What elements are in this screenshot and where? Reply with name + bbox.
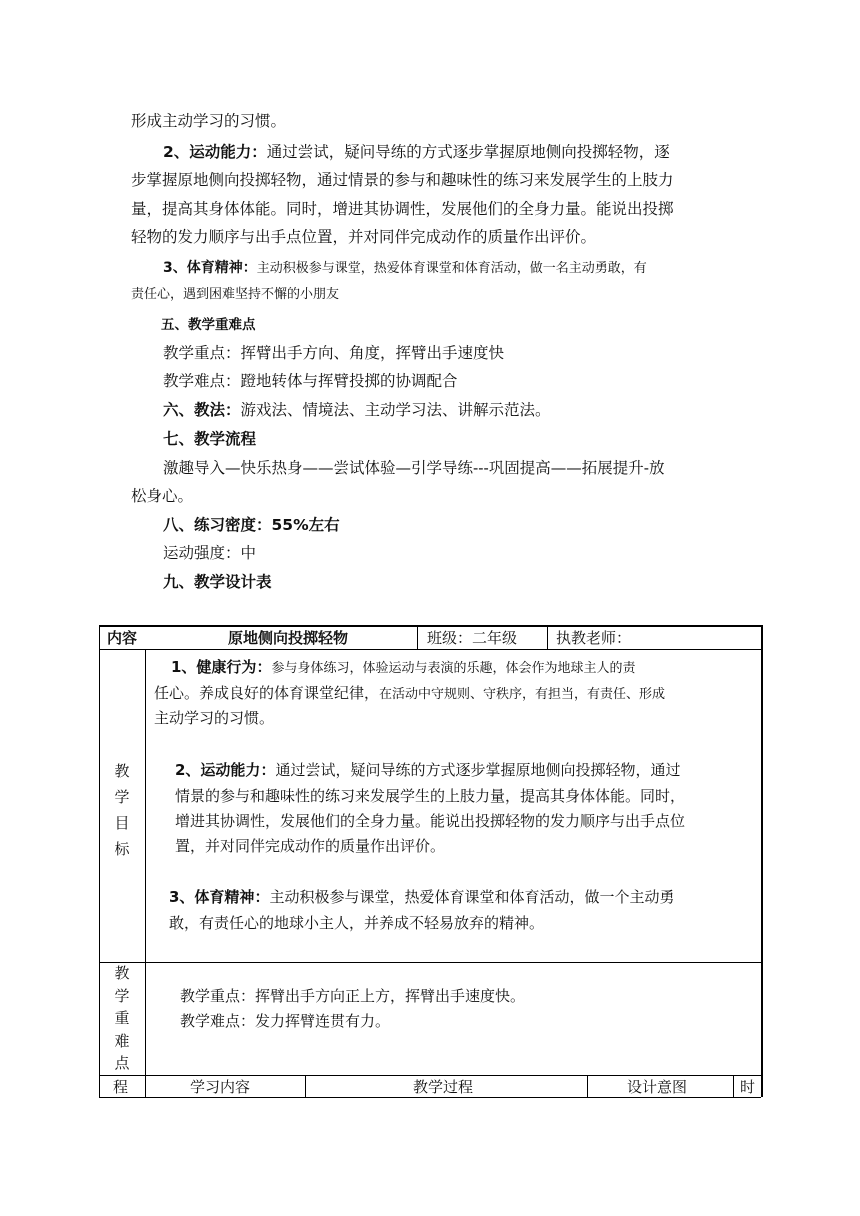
teacher-label: 执教老师： <box>556 629 632 647</box>
learning-content-column-header: 学习内容 <box>190 1078 251 1096</box>
teaching-flow-line: 激趣导入—快乐热身——尝试体验—引学导练---巩固提高——拓展提升-放 <box>163 459 665 477</box>
sports-spirit-paragraph <box>163 256 647 280</box>
key-point-text: 教学重点：挥臂出手方向、角度，挥臂出手速度快 <box>163 344 505 362</box>
teaching-goals-side-label: 教 学 目 标 <box>114 762 130 858</box>
lesson-title: 原地侧向投掷轻物 <box>228 629 349 647</box>
sports-spirit-label: 3、体育精神： <box>163 260 257 276</box>
motor-ability-paragraph <box>163 141 670 163</box>
section-seven-title: 七、教学流程 <box>163 430 257 448</box>
section-six-text: 游戏法、情境法、主动学习法、讲解示范法。 <box>240 401 551 419</box>
section-five-title: 五、教学重难点 <box>161 317 256 333</box>
difficult-point-text: 教学难点：蹬地转体与挥臂投掷的协调配合 <box>163 372 458 390</box>
health-behavior-goal: 1、健康行为：参与身体练习，体验运动与表演的乐趣，体会作为地球主人的责 <box>171 658 636 676</box>
class-info: 班级：二年级 <box>427 629 518 647</box>
sports-spirit-goal-line: 敢，有责任心的地球小主人，并养成不轻易放弃的精神。 <box>169 914 545 932</box>
intro-continuation: 形成主动学习的习惯。 <box>131 112 287 130</box>
motor-ability-line: 轻物的发力顺序与出手点位置，并对同伴完成动作的质量作出评价。 <box>131 228 597 246</box>
motor-ability-goal: 2、运动能力：通过尝试，疑问导练的方式逐步掌握原地侧向投掷轻物，通过 <box>175 761 681 779</box>
motor-ability-line: 量，提高其身体体能。同时，增进其协调性，发展他们的全身力量。能说出投掷 <box>131 200 674 218</box>
motor-ability-line: 步掌握原地侧向投掷轻物，通过情景的参与和趣味性的练习来发展学生的上肢力 <box>131 171 674 189</box>
section-eight <box>163 514 340 536</box>
section-eight-label: 八、练习密度： <box>163 516 272 534</box>
health-behavior-label: 1、健康行为： <box>171 658 272 676</box>
sports-spirit-line: 责任心，遇到困难坚持不懈的小朋友 <box>131 287 340 302</box>
motor-ability-goal-line: 增进其协调性，发展他们的全身力量。能说出投掷轻物的发力顺序与出手点位 <box>175 812 686 830</box>
motor-ability-goal-line: 置，并对同伴完成动作的质量作出评价。 <box>175 837 446 855</box>
section-six <box>163 399 551 421</box>
practice-density-value: 55%左右 <box>271 516 340 534</box>
time-column-header: 时 <box>740 1078 756 1096</box>
sports-spirit-goal-label: 3、体育精神： <box>169 888 270 906</box>
health-behavior-line: 任心。养成良好的体育课堂纪律，在活动中守规则、守秩序，有担当，有责任、形成 <box>154 684 666 702</box>
table-difficult-point: 教学难点：发力挥臂连贯有力。 <box>180 1012 391 1030</box>
content-label: 内容 <box>107 629 138 647</box>
motor-ability-goal-line: 情景的参与和趣味性的练习来发展学生的上肢力量，提高其身体体能。同时， <box>175 787 686 805</box>
health-behavior-line: 主动学习的习惯。 <box>154 709 275 727</box>
sports-spirit-text: 主动积极参与课堂，热爱体育课堂和体育活动，做一名主动勇敢，有 <box>256 261 647 276</box>
design-intent-column-header: 设计意图 <box>627 1078 688 1096</box>
exercise-intensity: 运动强度：中 <box>163 544 257 562</box>
process-column-header: 程 <box>113 1078 129 1096</box>
table-key-point: 教学重点：挥臂出手方向正上方，挥臂出手速度快。 <box>180 987 526 1005</box>
motor-ability-goal-label: 2、运动能力： <box>175 761 276 779</box>
section-six-label: 六、教法： <box>163 401 241 419</box>
teaching-process-column-header: 教学过程 <box>413 1078 474 1096</box>
teaching-flow-line: 松身心。 <box>131 487 194 505</box>
motor-ability-text: 通过尝试，疑问导练的方式逐步掌握原地侧向投掷轻物，逐 <box>266 143 670 161</box>
sports-spirit-goal: 3、体育精神：主动积极参与课堂，热爱体育课堂和体育活动，做一个主动勇 <box>169 888 675 906</box>
motor-ability-label: 2、运动能力： <box>163 143 267 161</box>
section-nine-title: 九、教学设计表 <box>163 573 272 591</box>
key-difficult-side-label: 教 学 重 难 点 <box>114 964 130 1072</box>
